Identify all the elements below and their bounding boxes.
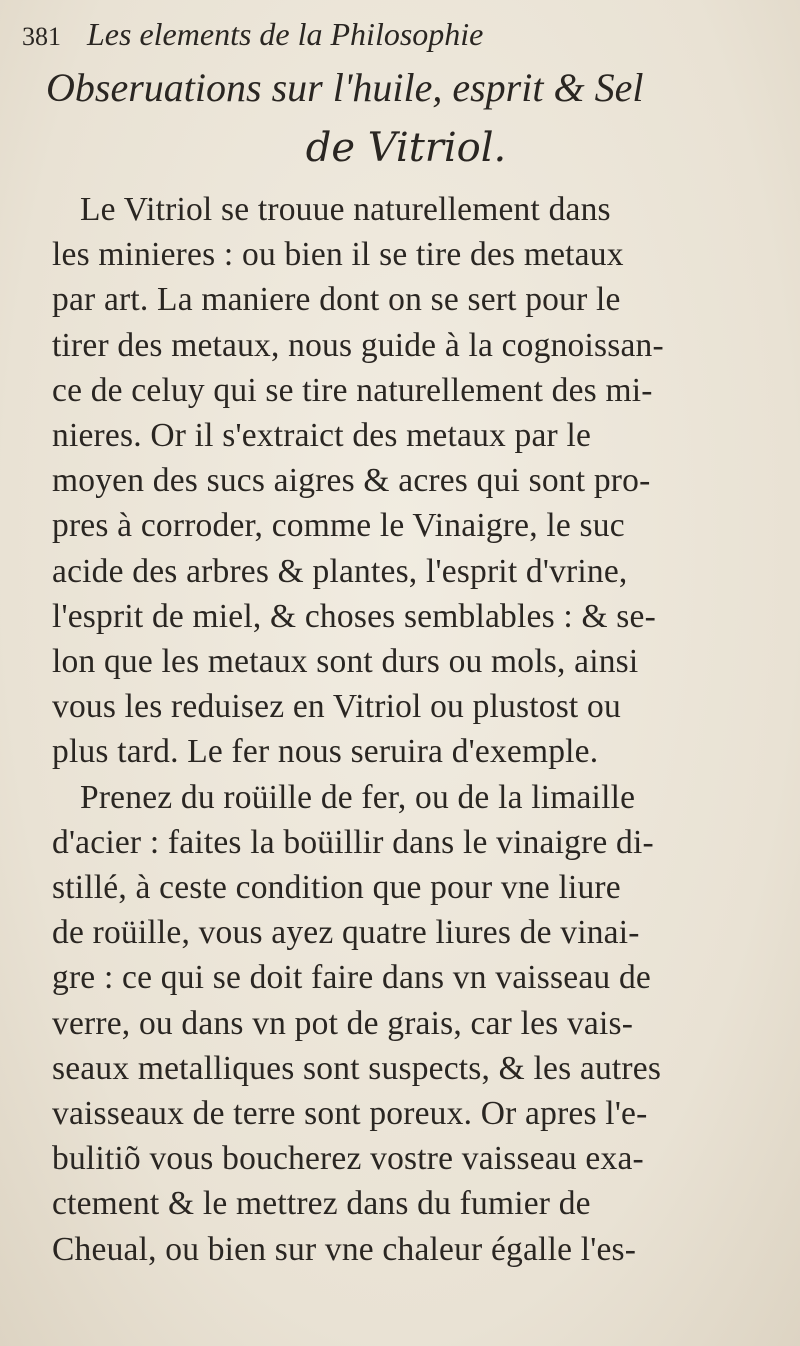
text-line: plus tard. Le fer nous seruira d'exemple.	[52, 733, 599, 771]
text-line: vaisseaux de terre sont poreux. Or apres l'e-	[52, 1095, 648, 1133]
text-line: nieres. Or il s'extraict des metaux par le	[52, 417, 592, 455]
text-line: seaux metalliques sont suspects, & les autres	[52, 1049, 662, 1087]
paragraph-2	[52, 775, 760, 1272]
text-line: gre : ce qui se doit faire dans vn vaisseau de	[52, 959, 651, 997]
text-line: bulitiõ vous boucherez vostre vaisseau exa-	[52, 1140, 644, 1178]
text-line: d'acier : faites la boüillir dans le vinaigre di-	[52, 823, 654, 861]
text-line: lon que les metaux sont durs ou mols, ainsi	[52, 643, 639, 681]
text-line: par art. La maniere dont on se sert pour le	[52, 281, 621, 319]
text-line: stillé, à ceste condition que pour vne liure	[52, 869, 621, 907]
page-number: 381	[22, 22, 61, 51]
paragraph-1	[52, 187, 760, 775]
text-line: Prenez du roüille de fer, ou de la limaille	[80, 778, 636, 816]
text-line: ce de celuy qui se tire naturellement des mi-	[52, 371, 653, 409]
text-line: ctement & le mettrez dans du fumier de	[52, 1185, 591, 1223]
text-line: l'esprit de miel, & choses semblables : & se-	[52, 597, 656, 635]
text-line: les minieres : ou bien il se tire des metaux	[52, 236, 624, 274]
running-head	[22, 14, 760, 57]
text-line: verre, ou dans vn pot de grais, car les vais-	[52, 1004, 634, 1042]
text-line: de roüille, vous ayez quatre liures de vinai-	[52, 914, 640, 952]
text-line: acide des arbres & plantes, l'esprit d'vrine,	[52, 552, 628, 590]
section-heading: Obseruations sur l'huile, esprit & Sel	[46, 65, 644, 110]
section-heading-continued: de Vitriol.	[305, 125, 507, 171]
text-line: vous les reduisez en Vitriol ou plustost ou	[52, 688, 621, 726]
text-line: moyen des sucs aigres & acres qui sont pro-	[52, 462, 651, 500]
text-line: pres à corroder, comme le Vinaigre, le suc	[52, 507, 625, 545]
running-title: Les elements de la Philosophie	[87, 16, 484, 52]
text-line: Le Vitriol se trouue naturellement dans	[80, 191, 611, 228]
text-line: Cheual, ou bien sur vne chaleur égalle l'es-	[52, 1230, 637, 1268]
text-line: tirer des metaux, nous guide à la cognoissan-	[52, 326, 664, 364]
